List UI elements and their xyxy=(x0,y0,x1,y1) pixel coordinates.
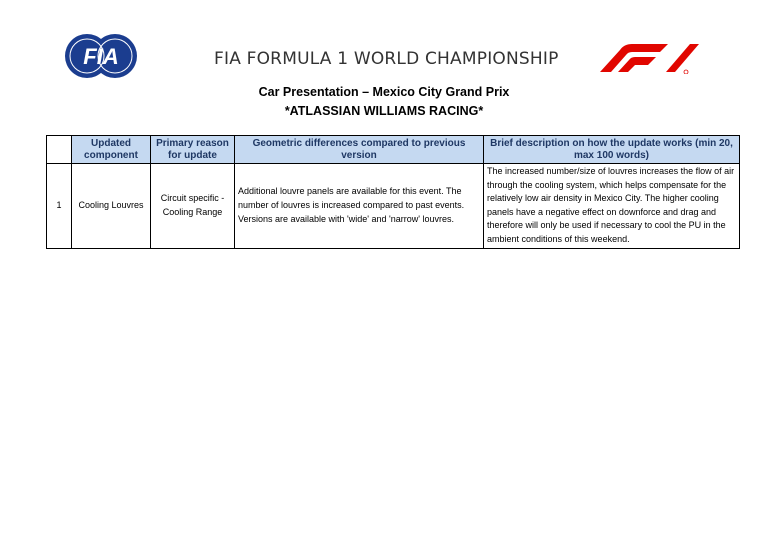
table-header-row xyxy=(47,136,740,164)
page-header xyxy=(0,0,768,80)
col-header-reason: Primary reason for update xyxy=(151,136,235,164)
col-header-description: Brief description on how the update works (min 20, max 100 words) xyxy=(484,136,740,164)
document-title: Car Presentation – Mexico City Grand Prix xyxy=(258,85,510,99)
fia-logo xyxy=(64,30,138,82)
updates-table xyxy=(46,135,740,249)
cell-component: Cooling Louvres xyxy=(72,164,151,249)
col-header-geometric: Geometric differences compared to previous version xyxy=(235,136,484,164)
fia-logo-text: FIA xyxy=(83,44,119,69)
col-header-component: Updated component xyxy=(72,136,151,164)
f1-logo xyxy=(598,42,702,74)
cell-geometric: Additional louvre panels are available for this event. The number of louvres is increased compared to past events. Versions are available with 'wide' and 'narrow' louvres. xyxy=(235,164,484,249)
cell-reason: Circuit specific - Cooling Range xyxy=(151,164,235,249)
col-header-number xyxy=(47,136,72,164)
team-name: *ATLASSIAN WILLIAMS RACING* xyxy=(284,104,484,118)
table-row xyxy=(47,164,740,249)
cell-description: The increased number/size of louvres increases the flow of air through the cooling system, which helps compensate for the relatively low air density in Mexico City. The higher cooling panels have a negative effect on downforce and drag and therefore will only be used if necessary to cool the PU in the ambient conditions of this weekend. xyxy=(484,164,740,249)
cell-number: 1 xyxy=(47,164,72,249)
championship-title: FIA FORMULA 1 WORLD CHAMPIONSHIP xyxy=(214,49,559,69)
